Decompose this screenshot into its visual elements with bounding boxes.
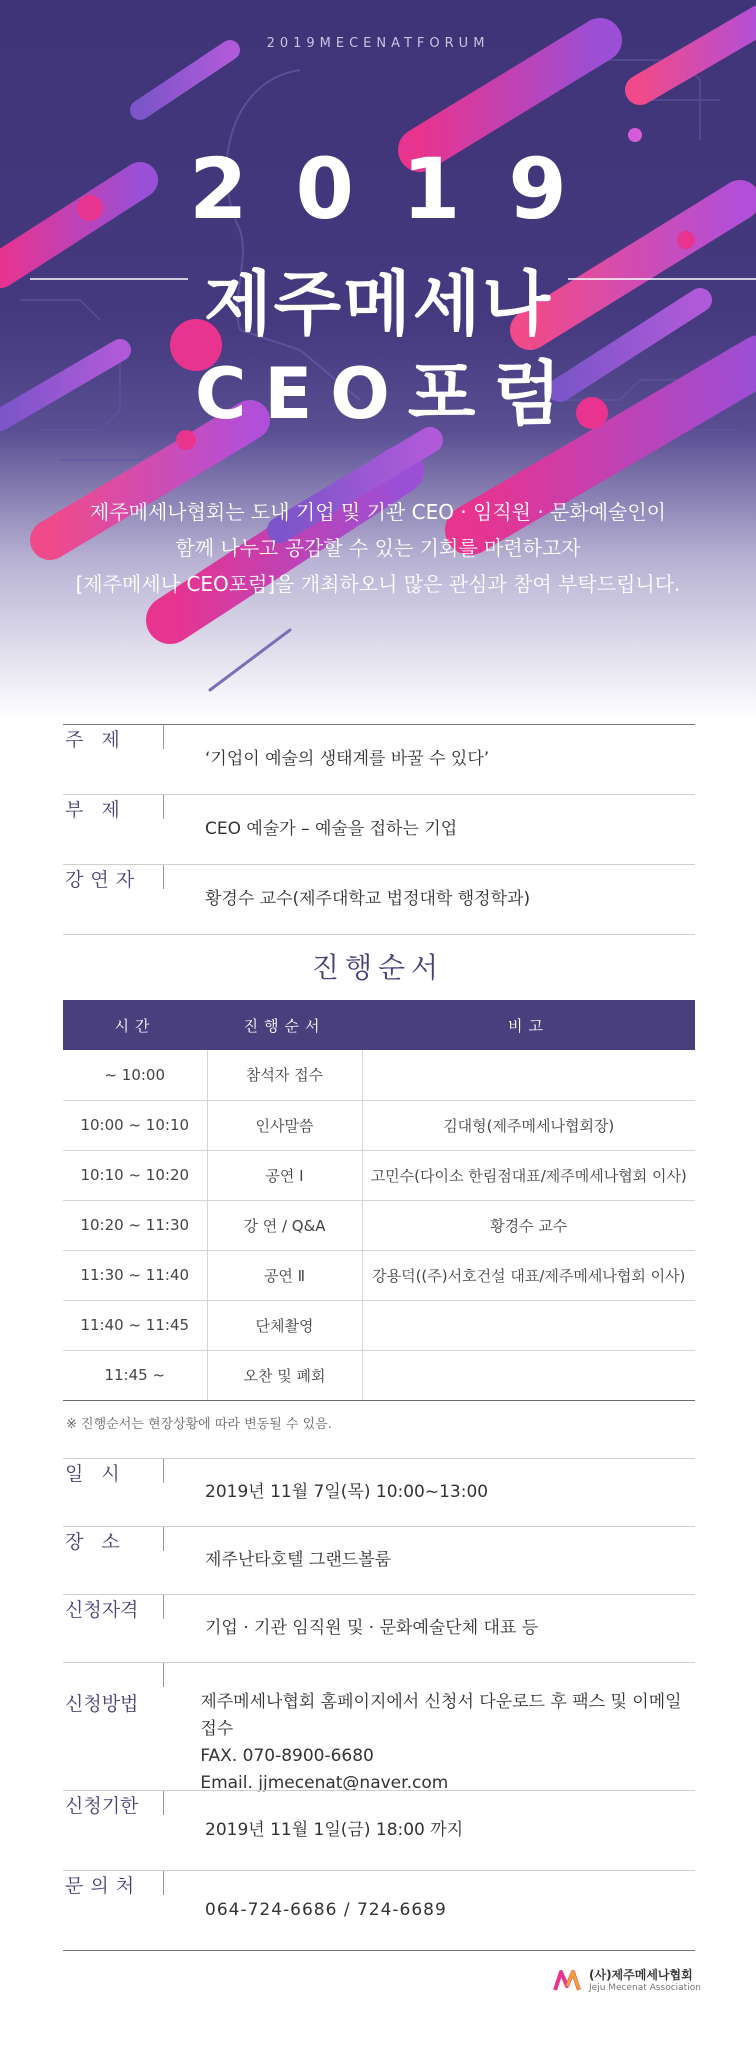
header-program: 진행순서 — [207, 1000, 362, 1050]
association-logo — [553, 1966, 701, 1993]
cell-remarks — [362, 1050, 695, 1100]
speaker-label: 강연자 — [63, 865, 163, 934]
table-row — [63, 1300, 695, 1350]
cell-program: 공연 Ⅰ — [207, 1150, 362, 1200]
cell-time: 11:30 ~ 11:40 — [63, 1250, 207, 1300]
table-row — [63, 1050, 695, 1100]
date-label: 일시 — [63, 1459, 163, 1526]
cell-time: 10:10 ~ 10:20 — [63, 1150, 207, 1200]
cell-time: 10:20 ~ 11:30 — [63, 1200, 207, 1250]
cell-program: 인사말씀 — [207, 1100, 362, 1150]
header-remarks: 비고 — [362, 1000, 695, 1050]
cell-program: 단체촬영 — [207, 1300, 362, 1350]
theme-value: ‘기업이 예술의 생태계를 바꿀 수 있다’ — [205, 749, 490, 769]
logo-name-ko: (사)제주메세나협회 — [589, 1968, 693, 1982]
title-name: 제주메세나 — [203, 263, 553, 345]
method-value — [158, 1689, 695, 1797]
intro-line: 함께 나누고 공감할 수 있는 기회를 마련하고자 — [175, 536, 581, 560]
title-year: 2019 — [189, 140, 615, 238]
deadline-row — [63, 1790, 695, 1870]
theme-label: 주제 — [63, 725, 163, 794]
subtheme-value: CEO 예술가 – 예술을 접하는 기업 — [205, 819, 458, 839]
forum-label: 2019MECENATFORUM — [266, 36, 490, 51]
speaker-value: 황경수 교수(제주대학교 법정대학 행정학과) — [205, 889, 531, 909]
intro-text — [0, 494, 756, 602]
cell-remarks: 황경수 교수 — [362, 1200, 695, 1250]
header-time: 시간 — [63, 1000, 207, 1050]
place-value: 제주난타호텔 그랜드볼룸 — [205, 1550, 392, 1570]
deadline-value: 2019년 11월 1일(금) 18:00 까지 — [205, 1820, 464, 1840]
schedule-note: ※ 진행순서는 현장상황에 따라 변동될 수 있음. — [66, 1417, 332, 1432]
cell-program: 오찬 및 폐회 — [207, 1350, 362, 1400]
table-row — [63, 1150, 695, 1200]
hero-banner — [0, 0, 756, 720]
table-row — [63, 1250, 695, 1300]
subtheme-row — [63, 794, 695, 864]
date-value: 2019년 11월 7일(목) 10:00~13:00 — [205, 1482, 489, 1502]
email-line: Email. jjmecenat@naver.com — [200, 1773, 449, 1793]
eligibility-label: 신청자격 — [63, 1595, 163, 1662]
contact-value: 064-724-6686 / 724-6689 — [205, 1900, 447, 1920]
cell-time: 11:45 ~ — [63, 1350, 207, 1400]
cell-program: 참석자 접수 — [207, 1050, 362, 1100]
speaker-row — [63, 864, 695, 934]
method-row — [63, 1662, 695, 1793]
method-line: 제주메세나협회 홈페이지에서 신청서 다운로드 후 팩스 및 이메일 접수 — [200, 1692, 682, 1739]
cell-remarks: 김대형(제주메세나협회장) — [362, 1100, 695, 1150]
deadline-label: 신청기한 — [63, 1791, 163, 1870]
cell-program: 공연 Ⅱ — [207, 1250, 362, 1300]
eligibility-value: 기업 · 기관 임직원 및 · 문화예술단체 대표 등 — [205, 1618, 539, 1638]
subtheme-label: 부제 — [63, 795, 163, 864]
intro-line: [제주메세나 CEO포럼]을 개최하오니 많은 관심과 참여 부탁드립니다. — [75, 572, 681, 596]
theme-row — [63, 724, 695, 794]
event-details — [63, 1458, 695, 1951]
table-row — [63, 1100, 695, 1150]
schedule-header-row — [63, 1000, 695, 1050]
method-label: 신청방법 — [63, 1689, 158, 1790]
schedule-title: 진행순서 — [311, 951, 445, 984]
cell-remarks: 강용덕((주)서호건설 대표/제주메세나협회 이사) — [362, 1250, 695, 1300]
event-summary — [63, 724, 695, 935]
cell-time: ~ 10:00 — [63, 1050, 207, 1100]
mecenat-logo-icon — [553, 1968, 583, 1992]
cell-time: 10:00 ~ 10:10 — [63, 1100, 207, 1150]
date-row — [63, 1458, 695, 1526]
table-row — [63, 1350, 695, 1400]
cell-remarks — [362, 1350, 695, 1400]
contact-row — [63, 1870, 695, 1950]
cell-program: 강 연 / Q&A — [207, 1200, 362, 1250]
intro-line: 제주메세나협회는 도내 기업 및 기관 CEO · 임직원 · 문화예술인이 — [90, 500, 666, 524]
contact-label: 문의처 — [63, 1871, 163, 1950]
logo-name-en: Jeju Mecenat Association — [589, 1983, 701, 1993]
eligibility-row — [63, 1594, 695, 1662]
place-label: 장소 — [63, 1527, 163, 1594]
fax-line: FAX. 070-8900-6680 — [200, 1746, 374, 1766]
place-row — [63, 1526, 695, 1594]
schedule-table — [63, 1000, 695, 1401]
cell-time: 11:40 ~ 11:45 — [63, 1300, 207, 1350]
table-row — [63, 1200, 695, 1250]
cell-remarks — [362, 1300, 695, 1350]
cell-remarks: 고민수(다이소 한림점대표/제주메세나협회 이사) — [362, 1150, 695, 1200]
title-ceo-forum: CEO포럼 — [195, 353, 579, 435]
